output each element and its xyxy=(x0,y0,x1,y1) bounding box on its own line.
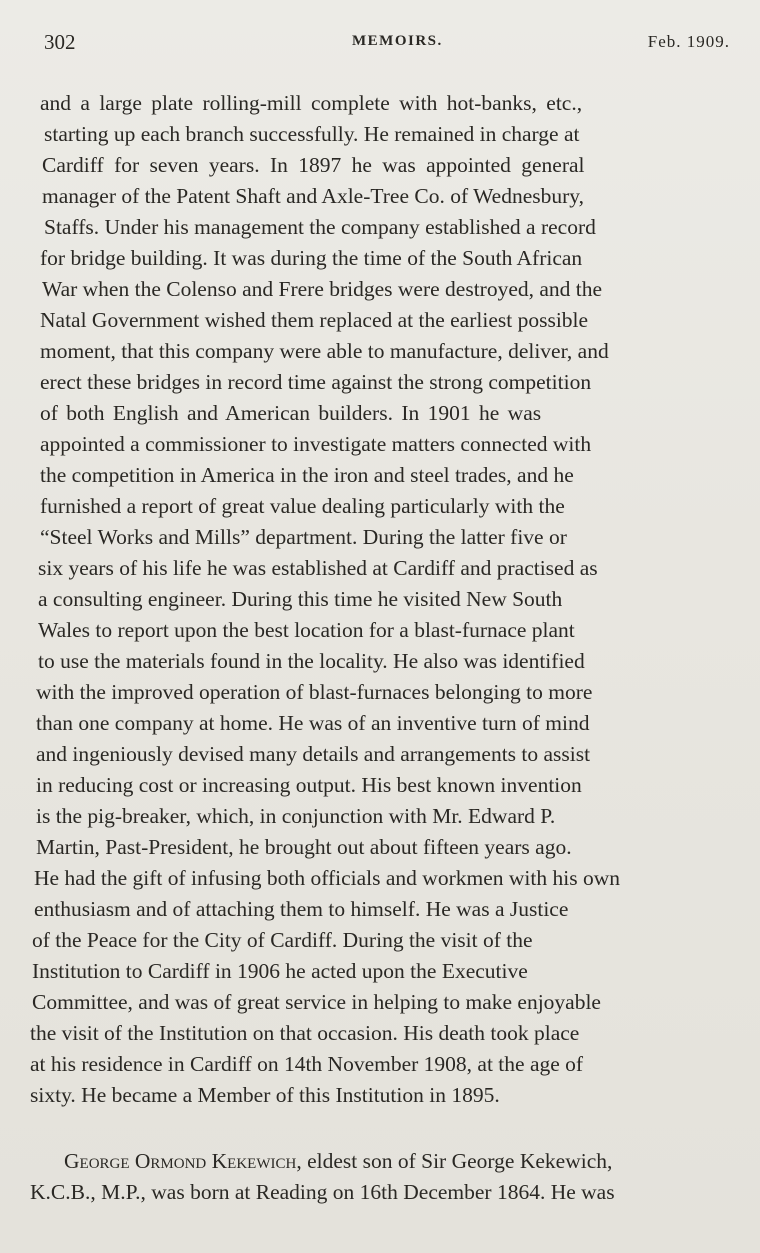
text-line: Natal Government wished them replaced at the earliest possible xyxy=(40,308,589,332)
text-line: Wales to report upon the best location for a blast-furnace plant xyxy=(38,618,575,642)
text-line: War when the Colenso and Frere bridges were destroyed, and the xyxy=(42,277,603,301)
text-line: the visit of the Institution on that occasion. His death took place xyxy=(30,1021,580,1045)
text-line: six years of his life he was established at Cardiff and practised as xyxy=(38,556,598,580)
text-line: with the improved operation of blast-furnaces belonging to more xyxy=(36,680,593,704)
running-head xyxy=(44,30,730,60)
text-line: K.C.B., M.P., was born at Reading on 16th December 1864. He was xyxy=(30,1180,615,1204)
text-line: Staffs. Under his management the company established a record xyxy=(44,215,596,239)
text-line: than one company at home. He was of an inventive turn of mind xyxy=(36,711,590,735)
text-line: a consulting engineer. During this time he visited New South xyxy=(38,587,563,611)
text-line: and a large plate rolling-mill complete with hot-banks, etc., xyxy=(40,91,583,115)
text-line: for bridge building. It was during the time of the South African xyxy=(40,246,583,270)
text-line: Martin, Past-President, he brought out about fifteen years ago. xyxy=(36,835,572,859)
text-line: manager of the Patent Shaft and Axle-Tree Co. of Wednesbury, xyxy=(42,184,585,208)
text-line: erect these bridges in record time against the strong competition xyxy=(40,370,592,394)
text-line: Institution to Cardiff in 1906 he acted upon the Executive xyxy=(32,959,528,983)
text-run: , eldest son of Sir George Kekewich, xyxy=(296,1149,613,1173)
text-line: enthusiasm and of attaching them to himself. He was a Justice xyxy=(34,897,569,921)
text-line xyxy=(0,1146,730,1177)
person-name: George Ormond Kekewich xyxy=(64,1149,297,1173)
text-line: is the pig-breaker, which, in conjunction with Mr. Edward P. xyxy=(36,804,556,828)
text-line: the competition in America in the iron and steel trades, and he xyxy=(40,463,574,487)
text-line: to use the materials found in the locality. He also was identified xyxy=(38,649,585,673)
text-line: He had the gift of infusing both officials and workmen with his own xyxy=(34,866,620,890)
running-date: Feb. 1909. xyxy=(647,32,730,51)
text-line: and ingeniously devised many details and arrangements to assist xyxy=(36,742,591,766)
text-line: “Steel Works and Mills” department. During the latter five or xyxy=(40,525,567,549)
text-line: of both English and American builders. In 1901 he was xyxy=(40,401,542,425)
text-line: appointed a commissioner to investigate matters connected with xyxy=(40,432,592,456)
text-line: moment, that this company were able to manufacture, deliver, and xyxy=(40,339,609,363)
text-line: at his residence in Cardiff on 14th November 1908, at the age of xyxy=(30,1052,584,1076)
text-line: Committee, and was of great service in helping to make enjoyable xyxy=(32,990,601,1014)
text-line: in reducing cost or increasing output. His best known invention xyxy=(36,773,582,797)
text-line: furnished a report of great value dealing particularly with the xyxy=(40,494,565,518)
text-line: Cardiff for seven years. In 1897 he was appointed general xyxy=(42,153,585,177)
text-line: sixty. He became a Member of this Institution in 1895. xyxy=(30,1083,500,1107)
text-line: starting up each branch successfully. He remained in charge at xyxy=(44,122,580,146)
running-title: MEMOIRS. xyxy=(352,33,443,49)
page-number: 302 xyxy=(44,30,76,54)
text-line: of the Peace for the City of Cardiff. During the visit of the xyxy=(32,928,533,952)
